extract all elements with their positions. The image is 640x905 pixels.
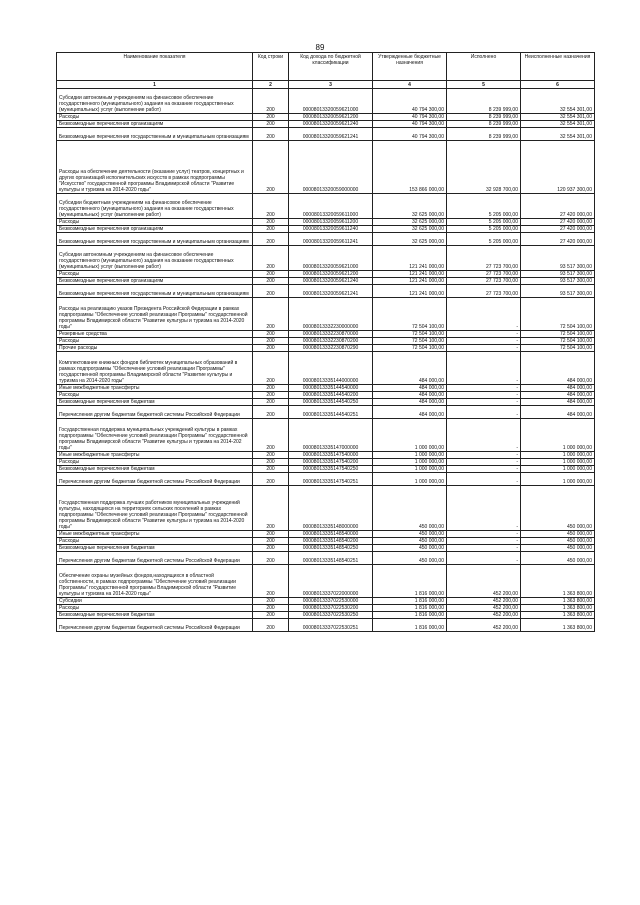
budget-code-cell: 00008013335147540200 [289, 459, 373, 466]
approved-amount-cell: 121 241 000,00 [373, 285, 447, 298]
unexecuted-amount-cell: 120 937 300,00 [521, 141, 595, 194]
budget-code-cell: 00008013337022000000 [289, 565, 373, 598]
column-number-row [57, 81, 595, 89]
indicator-name-cell: Безвозмездные перечисления организациям [57, 121, 253, 128]
indicator-name-cell: Иные межбюджетные трансферты [57, 452, 253, 459]
budget-code-cell: 00008013320059621000 [289, 89, 373, 114]
executed-amount-cell: - [447, 545, 521, 552]
line-code-cell: 200 [253, 338, 289, 345]
indicator-name-cell: Расходы [57, 219, 253, 226]
executed-amount-cell: 8 239 999,00 [447, 89, 521, 114]
unexecuted-amount-cell: 72 504 100,00 [521, 331, 595, 338]
executed-amount-cell: - [447, 459, 521, 466]
executed-amount-cell: 27 723 700,00 [447, 246, 521, 271]
approved-amount-cell: 72 504 100,00 [373, 338, 447, 345]
column-number: 1 [57, 81, 253, 89]
indicator-name-cell: Резервные средства [57, 331, 253, 338]
approved-amount-cell: 40 794 300,00 [373, 89, 447, 114]
unexecuted-amount-cell: 1 000 000,00 [521, 419, 595, 452]
indicator-name-cell: Расходы на обеспечение деятельности (оказание услуг) театров, концертных и других организаций исполнительских искусств в рамках подпрограммы "Искусство" государственной программы Владимирской области "Развитие культуры и туризма на 2014-2020 годы" [57, 141, 253, 194]
executed-amount-cell: - [447, 406, 521, 419]
indicator-name-cell: Субсидии автономным учреждениям на финансовое обеспечение государственного (муниципального) задания на оказание государственных (муниципальных) услуг (выполнение работ) [57, 246, 253, 271]
budget-code-cell: 00008013320059621241 [289, 285, 373, 298]
indicator-name-cell: Расходы [57, 114, 253, 121]
line-code-cell: 200 [253, 538, 289, 545]
table-row [57, 466, 595, 473]
budget-code-cell: 00008013320059621000 [289, 246, 373, 271]
indicator-name-cell: Безвозмездные перечисления бюджетам [57, 399, 253, 406]
approved-amount-cell: 32 625 000,00 [373, 226, 447, 233]
indicator-name-cell: Субсидии [57, 598, 253, 605]
executed-amount-cell: - [447, 385, 521, 392]
line-code-cell: 200 [253, 406, 289, 419]
budget-code-cell: 00008013335148540000 [289, 531, 373, 538]
indicator-name-cell: Безвозмездные перечисления организациям [57, 226, 253, 233]
executed-amount-cell: - [447, 352, 521, 385]
budget-execution-table [56, 52, 595, 632]
line-code-cell: 200 [253, 459, 289, 466]
line-code-cell: 200 [253, 226, 289, 233]
table-row [57, 538, 595, 545]
executed-amount-cell: 5 205 000,00 [447, 219, 521, 226]
table-row [57, 452, 595, 459]
executed-amount-cell: - [447, 392, 521, 399]
unexecuted-amount-cell: 93 517 300,00 [521, 246, 595, 271]
executed-amount-cell: 8 239 999,00 [447, 114, 521, 121]
table-row [57, 128, 595, 141]
unexecuted-amount-cell: 450 000,00 [521, 486, 595, 531]
unexecuted-amount-cell: 32 554 301,00 [521, 128, 595, 141]
approved-amount-cell: 484 000,00 [373, 385, 447, 392]
line-code-cell: 200 [253, 565, 289, 598]
approved-amount-cell: 1 816 000,00 [373, 605, 447, 612]
executed-amount-cell: 452 200,00 [447, 619, 521, 632]
executed-amount-cell: 8 239 999,00 [447, 121, 521, 128]
unexecuted-amount-cell: 484 000,00 [521, 352, 595, 385]
indicator-name-cell: Безвозмездные перечисления государственным и муниципальным организациям [57, 128, 253, 141]
header-unexecuted: Неисполненные назначения [521, 53, 595, 81]
approved-amount-cell: 32 625 000,00 [373, 219, 447, 226]
unexecuted-amount-cell: 484 000,00 [521, 392, 595, 399]
column-number: 3 [289, 81, 373, 89]
executed-amount-cell: 8 239 999,00 [447, 128, 521, 141]
executed-amount-cell: - [447, 298, 521, 331]
header-budget-code: Код дохода по бюджетной классификации [289, 53, 373, 81]
line-code-cell: 200 [253, 345, 289, 352]
indicator-name-cell: Безвозмездные перечисления государственным и муниципальным организациям [57, 285, 253, 298]
header-approved: Утвержденные бюджетные назначения [373, 53, 447, 81]
unexecuted-amount-cell: 27 420 000,00 [521, 194, 595, 219]
line-code-cell: 200 [253, 612, 289, 619]
budget-code-cell: 00008013335144540000 [289, 385, 373, 392]
budget-code-cell: 00008013335144000000 [289, 352, 373, 385]
line-code-cell: 200 [253, 298, 289, 331]
table-row [57, 545, 595, 552]
budget-code-cell: 00008013335148540200 [289, 538, 373, 545]
budget-code-cell: 00008013337022530000 [289, 598, 373, 605]
budget-code-cell: 00008013320059621200 [289, 114, 373, 121]
indicator-name-cell: Прочие расходы [57, 345, 253, 352]
indicator-name-cell: Иные межбюджетные трансферты [57, 531, 253, 538]
indicator-name-cell: Расходы на реализацию указов Президента Российской Федерации в рамках подпрограммы "Обеспечение условий реализации Программы" государственной программы Владимирской области "Развитие культуры и туризма на 2014-2020 годы" [57, 298, 253, 331]
unexecuted-amount-cell: 27 420 000,00 [521, 219, 595, 226]
approved-amount-cell: 40 794 300,00 [373, 114, 447, 121]
budget-code-cell: 00008013320059621240 [289, 121, 373, 128]
unexecuted-amount-cell: 27 420 000,00 [521, 233, 595, 246]
indicator-name-cell: Государственная поддержка лучших работников муниципальных учреждений культуры, находящихся на территориях сельских поселений в рамках подпрограммы "Обеспечение условий реализации Программы" государственной программы Владимирской области "Развитие культуры и туризма на 2014-2020 годы" [57, 486, 253, 531]
table-body [57, 89, 595, 632]
indicator-name-cell: Комплектование книжных фондов библиотек муниципальных образований в рамках подпрограммы "Обеспечение условий реализации Программы" государственной программы Владимирской области "Развитие культуры и туризма на 2014-2020 годы" [57, 352, 253, 385]
line-code-cell: 200 [253, 392, 289, 399]
line-code-cell: 200 [253, 89, 289, 114]
table-row [57, 271, 595, 278]
column-number: 2 [253, 81, 289, 89]
unexecuted-amount-cell: 484 000,00 [521, 385, 595, 392]
unexecuted-amount-cell: 1 363 800,00 [521, 565, 595, 598]
table-row [57, 331, 595, 338]
table-row [57, 619, 595, 632]
budget-code-cell: 00008013320059621240 [289, 278, 373, 285]
header-executed: Исполнено [447, 53, 521, 81]
column-number: 6 [521, 81, 595, 89]
line-code-cell: 200 [253, 619, 289, 632]
table-row [57, 406, 595, 419]
line-code-cell: 200 [253, 331, 289, 338]
executed-amount-cell: 32 928 700,00 [447, 141, 521, 194]
executed-amount-cell: 5 205 000,00 [447, 194, 521, 219]
unexecuted-amount-cell: 1 000 000,00 [521, 466, 595, 473]
line-code-cell: 200 [253, 352, 289, 385]
table-row [57, 114, 595, 121]
line-code-cell: 200 [253, 419, 289, 452]
table-row [57, 459, 595, 466]
line-code-cell: 200 [253, 219, 289, 226]
approved-amount-cell: 1 816 000,00 [373, 598, 447, 605]
approved-amount-cell: 484 000,00 [373, 399, 447, 406]
executed-amount-cell: - [447, 419, 521, 452]
unexecuted-amount-cell: 450 000,00 [521, 531, 595, 538]
table-row [57, 399, 595, 406]
approved-amount-cell: 450 000,00 [373, 552, 447, 565]
approved-amount-cell: 450 000,00 [373, 486, 447, 531]
executed-amount-cell: - [447, 486, 521, 531]
indicator-name-cell: Субсидии бюджетным учреждениям на финансовое обеспечение государственного (муниципального) задания на оказание государственных (муниципальных) услуг (выполнение работ) [57, 194, 253, 219]
unexecuted-amount-cell: 1 363 800,00 [521, 619, 595, 632]
executed-amount-cell: - [447, 345, 521, 352]
line-code-cell: 200 [253, 141, 289, 194]
unexecuted-amount-cell: 27 420 000,00 [521, 226, 595, 233]
approved-amount-cell: 40 794 300,00 [373, 128, 447, 141]
budget-code-cell: 00008013332230870200 [289, 338, 373, 345]
approved-amount-cell: 40 794 300,00 [373, 121, 447, 128]
approved-amount-cell: 32 625 000,00 [373, 194, 447, 219]
approved-amount-cell: 72 504 100,00 [373, 298, 447, 331]
table-row [57, 219, 595, 226]
unexecuted-amount-cell: 450 000,00 [521, 538, 595, 545]
table-row [57, 392, 595, 399]
table-row [57, 473, 595, 486]
budget-code-cell: 00008013335147000000 [289, 419, 373, 452]
unexecuted-amount-cell: 1 363 800,00 [521, 598, 595, 605]
indicator-name-cell: Безвозмездные перечисления бюджетам [57, 612, 253, 619]
approved-amount-cell: 121 241 000,00 [373, 278, 447, 285]
indicator-name-cell: Расходы [57, 271, 253, 278]
unexecuted-amount-cell: 1 000 000,00 [521, 473, 595, 486]
executed-amount-cell: - [447, 466, 521, 473]
unexecuted-amount-cell: 72 504 100,00 [521, 298, 595, 331]
approved-amount-cell: 153 866 000,00 [373, 141, 447, 194]
table-row [57, 531, 595, 538]
table-row [57, 278, 595, 285]
executed-amount-cell: - [447, 452, 521, 459]
budget-code-cell: 00008013335148000000 [289, 486, 373, 531]
column-number: 4 [373, 81, 447, 89]
line-code-cell: 200 [253, 233, 289, 246]
table-row [57, 194, 595, 219]
line-code-cell: 200 [253, 605, 289, 612]
line-code-cell: 200 [253, 531, 289, 538]
budget-code-cell: 00008013335148540250 [289, 545, 373, 552]
indicator-name-cell: Расходы [57, 338, 253, 345]
line-code-cell: 200 [253, 285, 289, 298]
table-row [57, 419, 595, 452]
budget-code-cell: 00008013320059000000 [289, 141, 373, 194]
executed-amount-cell: 27 723 700,00 [447, 271, 521, 278]
line-code-cell: 200 [253, 486, 289, 531]
unexecuted-amount-cell: 93 517 300,00 [521, 271, 595, 278]
unexecuted-amount-cell: 32 554 301,00 [521, 114, 595, 121]
line-code-cell: 200 [253, 278, 289, 285]
budget-code-cell: 00008013320059621200 [289, 271, 373, 278]
budget-code-cell: 00008013335148540251 [289, 552, 373, 565]
budget-code-cell: 00008013320059611240 [289, 226, 373, 233]
approved-amount-cell: 484 000,00 [373, 392, 447, 399]
table-row [57, 605, 595, 612]
budget-code-cell: 00008013332230000000 [289, 298, 373, 331]
approved-amount-cell: 72 504 100,00 [373, 345, 447, 352]
table-row [57, 141, 595, 194]
executed-amount-cell: - [447, 331, 521, 338]
executed-amount-cell: 452 200,00 [447, 612, 521, 619]
approved-amount-cell: 450 000,00 [373, 531, 447, 538]
line-code-cell: 200 [253, 452, 289, 459]
approved-amount-cell: 1 816 000,00 [373, 565, 447, 598]
unexecuted-amount-cell: 93 517 300,00 [521, 278, 595, 285]
executed-amount-cell: 27 723 700,00 [447, 278, 521, 285]
budget-code-cell: 00008013335147540251 [289, 473, 373, 486]
line-code-cell: 200 [253, 466, 289, 473]
executed-amount-cell: - [447, 552, 521, 565]
table-row [57, 121, 595, 128]
table-row [57, 552, 595, 565]
executed-amount-cell: 5 205 000,00 [447, 233, 521, 246]
budget-code-cell: 00008013320059611241 [289, 233, 373, 246]
unexecuted-amount-cell: 1 000 000,00 [521, 459, 595, 466]
table-row [57, 385, 595, 392]
line-code-cell: 200 [253, 128, 289, 141]
executed-amount-cell: - [447, 531, 521, 538]
line-code-cell: 200 [253, 114, 289, 121]
unexecuted-amount-cell: 450 000,00 [521, 552, 595, 565]
unexecuted-amount-cell: 450 000,00 [521, 545, 595, 552]
budget-code-cell: 00008013337022530250 [289, 612, 373, 619]
line-code-cell: 200 [253, 271, 289, 278]
indicator-name-cell: Перечисления другим бюджетам бюджетной системы Российской Федерации [57, 619, 253, 632]
budget-code-cell: 00008013335147540000 [289, 452, 373, 459]
table-row [57, 226, 595, 233]
approved-amount-cell: 1 816 000,00 [373, 612, 447, 619]
line-code-cell: 200 [253, 473, 289, 486]
approved-amount-cell: 1 816 000,00 [373, 619, 447, 632]
page-number: 89 [315, 43, 325, 52]
indicator-name-cell: Государственная поддержка муниципальных учреждений культуры в рамках подпрограммы "Обеспечение условий реализации Программы" государственной программы Владимирской области "Развитие культуры и туризма на 2014-202 годы" [57, 419, 253, 452]
table-row [57, 486, 595, 531]
approved-amount-cell: 72 504 100,00 [373, 331, 447, 338]
indicator-name-cell: Безвозмездные перечисления государственным и муниципальным организациям [57, 233, 253, 246]
executed-amount-cell: 452 200,00 [447, 565, 521, 598]
budget-code-cell: 00008013320059621241 [289, 128, 373, 141]
line-code-cell: 200 [253, 545, 289, 552]
unexecuted-amount-cell: 72 504 100,00 [521, 338, 595, 345]
line-code-cell: 200 [253, 399, 289, 406]
budget-code-cell: 00008013337022530251 [289, 619, 373, 632]
line-code-cell: 200 [253, 598, 289, 605]
table-row [57, 352, 595, 385]
table-row [57, 345, 595, 352]
header-line-code: Код строки [253, 53, 289, 81]
approved-amount-cell: 1 000 000,00 [373, 452, 447, 459]
executed-amount-cell: - [447, 473, 521, 486]
executed-amount-cell: - [447, 538, 521, 545]
table-row [57, 612, 595, 619]
line-code-cell: 200 [253, 121, 289, 128]
header-row [57, 53, 595, 81]
indicator-name-cell: Обеспечение охраны музейных фондов,находящихся в областной собственности, в рамках подпрограммы "Обеспечение условий реализации Программы" государственной программы Владимирской области "Развитие культуры и туризма на 2014-2020 годы" [57, 565, 253, 598]
executed-amount-cell: 452 200,00 [447, 605, 521, 612]
line-code-cell: 200 [253, 194, 289, 219]
approved-amount-cell: 32 625 000,00 [373, 233, 447, 246]
executed-amount-cell: 5 205 000,00 [447, 226, 521, 233]
budget-code-cell: 00008013335144540250 [289, 399, 373, 406]
indicator-name-cell: Иные межбюджетные трансферты [57, 385, 253, 392]
approved-amount-cell: 121 241 000,00 [373, 246, 447, 271]
indicator-name-cell: Субсидии автономным учреждениям на финансовое обеспечение государственного (муниципального) задания на оказание государственных (муниципальных) услуг (выполнение работ) [57, 89, 253, 114]
budget-code-cell: 00008013335147540250 [289, 466, 373, 473]
approved-amount-cell: 484 000,00 [373, 406, 447, 419]
table-row [57, 598, 595, 605]
indicator-name-cell: Расходы [57, 459, 253, 466]
unexecuted-amount-cell: 484 000,00 [521, 406, 595, 419]
header-indicator-name: Наименование показателя [57, 53, 253, 81]
budget-code-cell: 00008013335144540251 [289, 406, 373, 419]
table-row [57, 298, 595, 331]
indicator-name-cell: Расходы [57, 538, 253, 545]
budget-code-cell: 00008013332230870000 [289, 331, 373, 338]
table-row [57, 233, 595, 246]
budget-code-cell: 00008013332230870290 [289, 345, 373, 352]
column-number: 5 [447, 81, 521, 89]
approved-amount-cell: 1 000 000,00 [373, 473, 447, 486]
line-code-cell: 200 [253, 552, 289, 565]
line-code-cell: 200 [253, 246, 289, 271]
line-code-cell: 200 [253, 385, 289, 392]
indicator-name-cell: Расходы [57, 392, 253, 399]
executed-amount-cell: 452 200,00 [447, 598, 521, 605]
unexecuted-amount-cell: 72 504 100,00 [521, 345, 595, 352]
approved-amount-cell: 1 000 000,00 [373, 459, 447, 466]
table-row [57, 285, 595, 298]
indicator-name-cell: Безвозмездные перечисления бюджетам [57, 545, 253, 552]
executed-amount-cell: - [447, 399, 521, 406]
approved-amount-cell: 121 241 000,00 [373, 271, 447, 278]
table-row [57, 89, 595, 114]
table-row [57, 246, 595, 271]
indicator-name-cell: Перечисления другим бюджетам бюджетной системы Российской Федерации [57, 552, 253, 565]
approved-amount-cell: 484 000,00 [373, 352, 447, 385]
budget-code-cell: 00008013320059611000 [289, 194, 373, 219]
approved-amount-cell: 450 000,00 [373, 538, 447, 545]
unexecuted-amount-cell: 32 554 301,00 [521, 121, 595, 128]
approved-amount-cell: 450 000,00 [373, 545, 447, 552]
indicator-name-cell: Расходы [57, 605, 253, 612]
unexecuted-amount-cell: 484 000,00 [521, 399, 595, 406]
indicator-name-cell: Перечисления другим бюджетам бюджетной системы Российской Федерации [57, 406, 253, 419]
unexecuted-amount-cell: 1 363 800,00 [521, 612, 595, 619]
budget-code-cell: 00008013335144540200 [289, 392, 373, 399]
table-row [57, 565, 595, 598]
indicator-name-cell: Безвозмездные перечисления организациям [57, 278, 253, 285]
table-row [57, 338, 595, 345]
unexecuted-amount-cell: 32 554 301,00 [521, 89, 595, 114]
unexecuted-amount-cell: 1 000 000,00 [521, 452, 595, 459]
unexecuted-amount-cell: 1 363 800,00 [521, 605, 595, 612]
indicator-name-cell: Перечисления другим бюджетам бюджетной системы Российской Федерации [57, 473, 253, 486]
indicator-name-cell: Безвозмездные перечисления бюджетам [57, 466, 253, 473]
budget-code-cell: 00008013337022530200 [289, 605, 373, 612]
unexecuted-amount-cell: 93 517 300,00 [521, 285, 595, 298]
executed-amount-cell: - [447, 338, 521, 345]
executed-amount-cell: 27 723 700,00 [447, 285, 521, 298]
budget-code-cell: 00008013320059611200 [289, 219, 373, 226]
approved-amount-cell: 1 000 000,00 [373, 419, 447, 452]
approved-amount-cell: 1 000 000,00 [373, 466, 447, 473]
